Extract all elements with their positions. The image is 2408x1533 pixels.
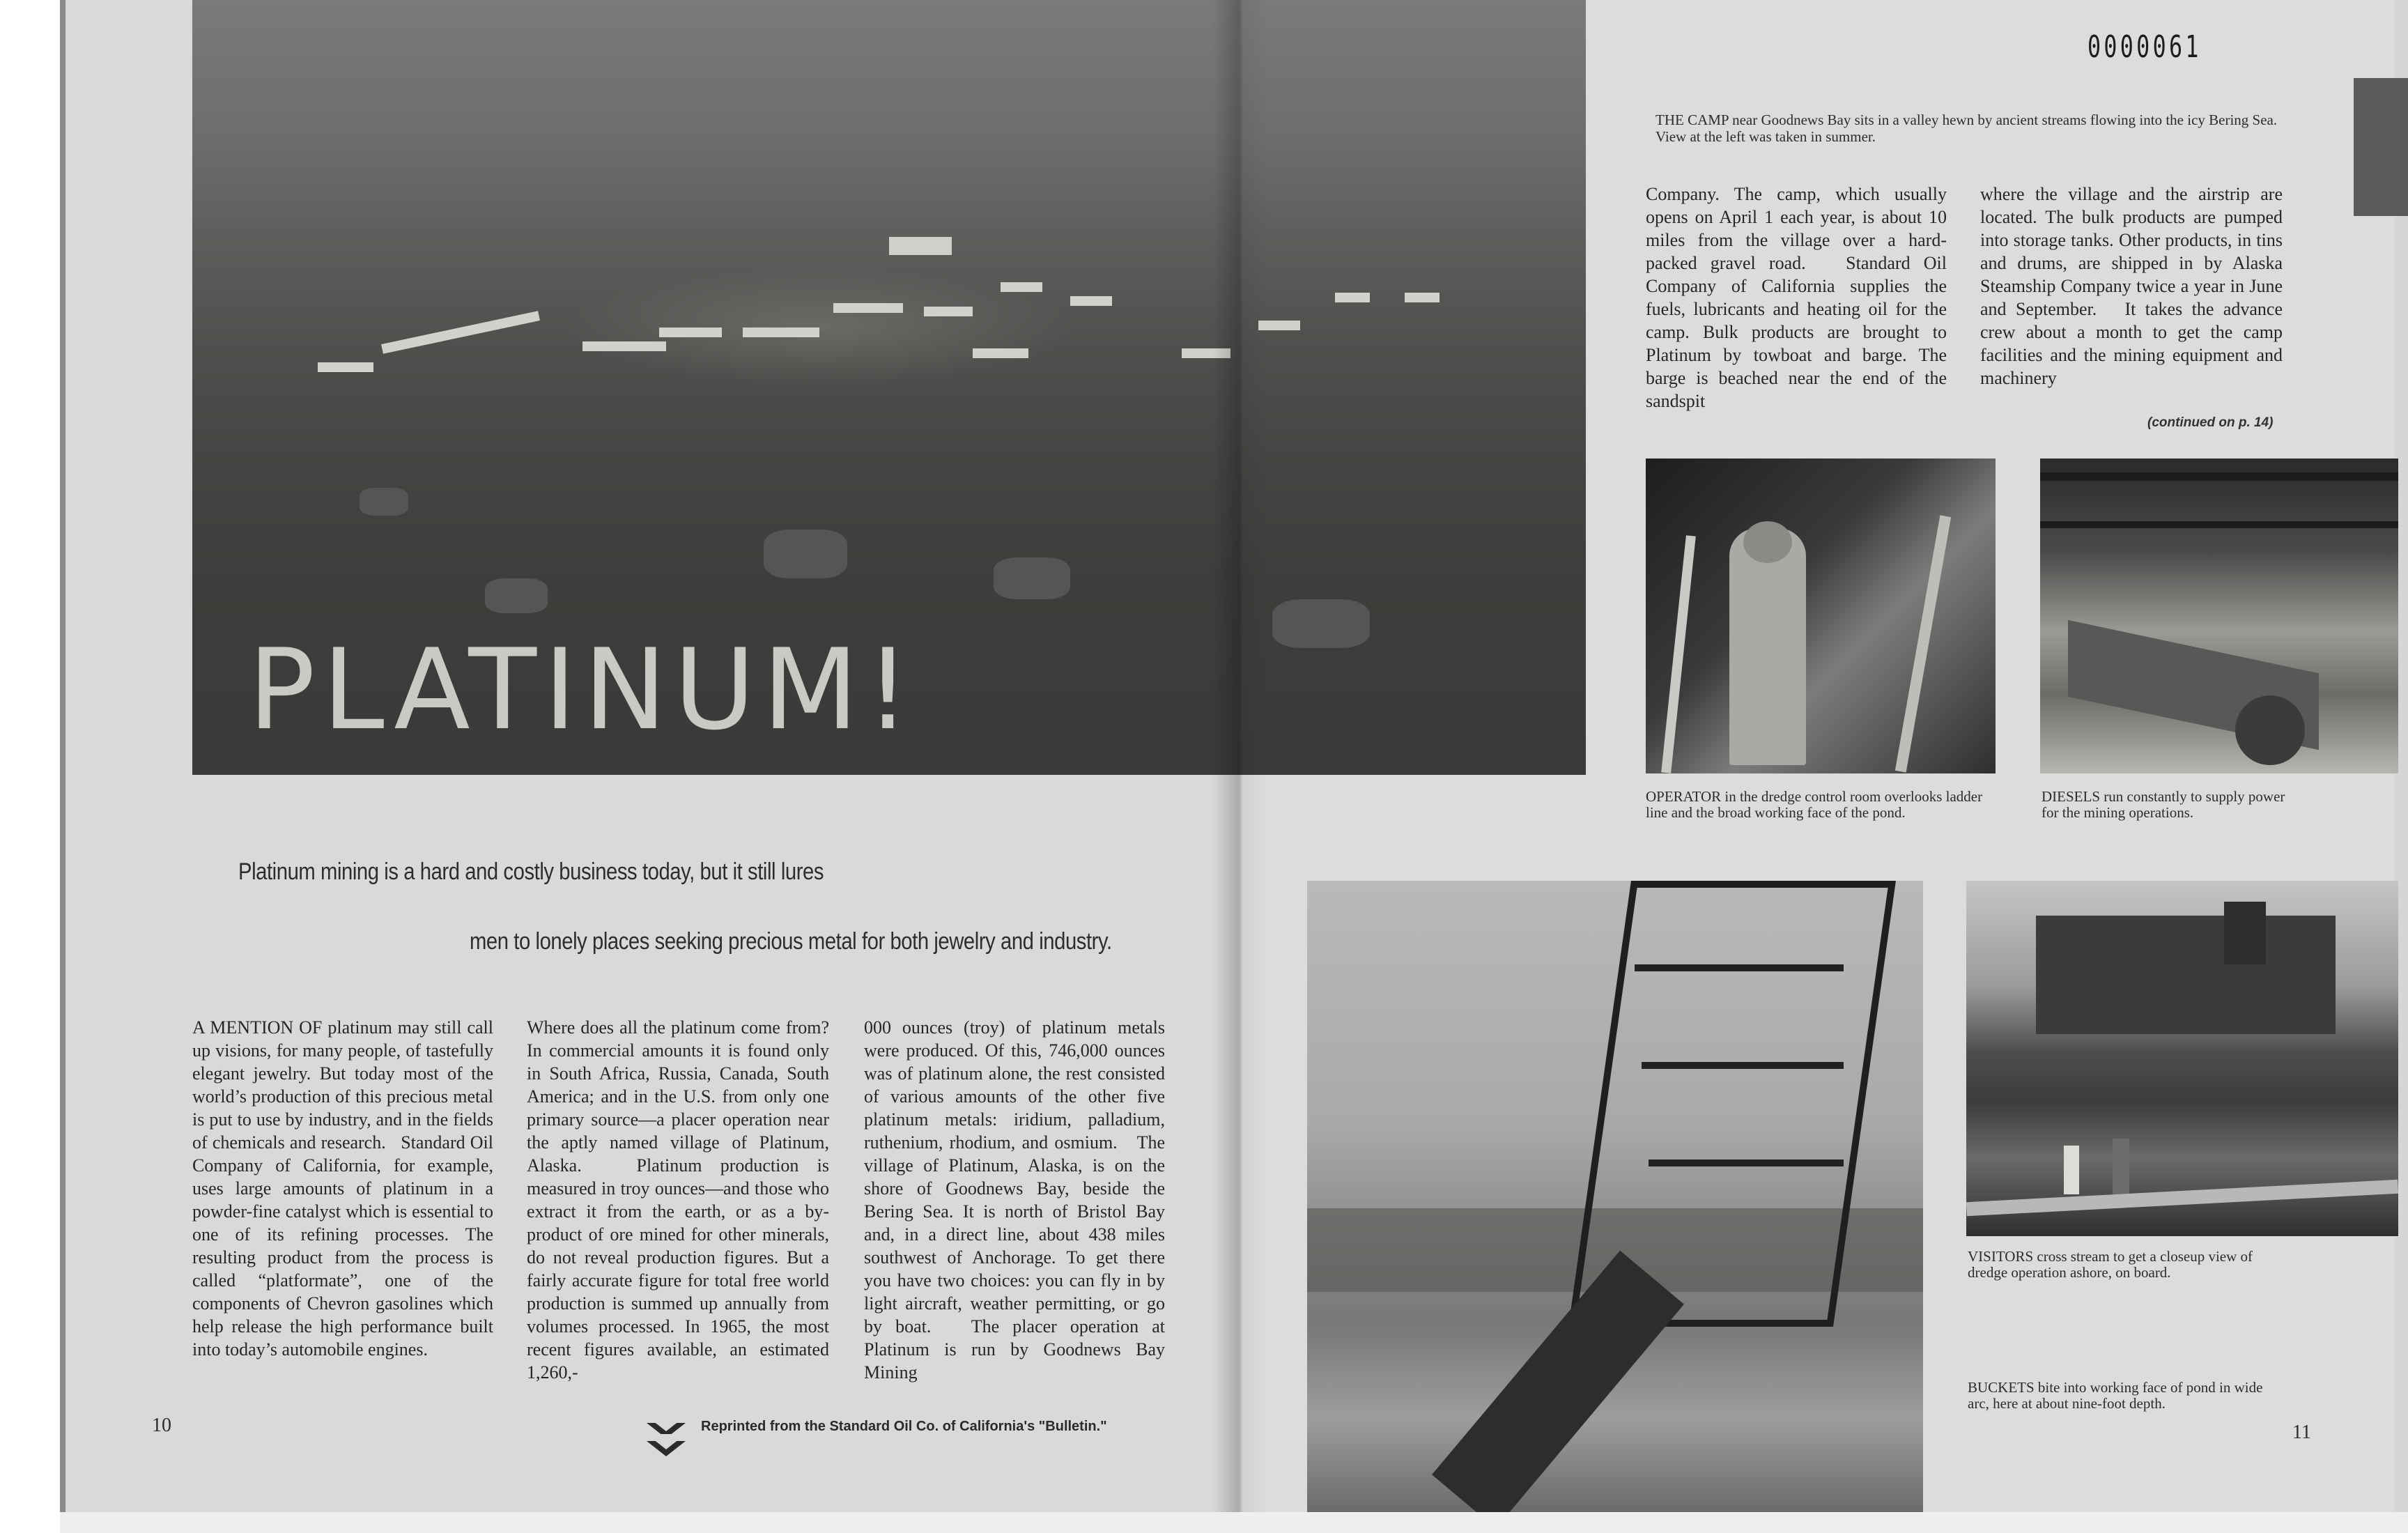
rock [764,530,847,578]
hero-title: PLATINUM! [248,624,918,755]
camp-building [743,328,819,337]
diesels-caption: DIESELS run constantly to supply power for the mining operations. [2042,788,2285,821]
page-number-left: 10 [152,1415,171,1436]
camp-building [381,311,540,354]
frame-crossbar [1635,964,1844,971]
dredge-silhouette [2036,916,2336,1034]
flywheel [2235,695,2305,765]
rock [485,578,548,613]
roof-beam [2040,521,2398,528]
visitor-figure [2113,1139,2129,1194]
archive-stamp: 0000061 [2087,29,2202,65]
frame-crossbar [1649,1160,1844,1166]
rock [360,488,408,516]
camp-building [1335,293,1370,302]
reprint-note: Reprinted from the Standard Oil Co. of California's "Bulletin." [701,1419,1107,1434]
camp-building [973,348,1028,358]
rock [994,557,1070,599]
camp-building [582,341,666,351]
control-lever [1895,515,1951,772]
camp-building [1070,296,1112,306]
scan-margin [60,1512,2408,1533]
subtitle-line-1: Platinum mining is a hard and costly business today, but it still lures [238,858,824,885]
stream-crossing [1966,1180,2398,1216]
chevron-logo-gap [647,1434,686,1449]
visitors-photo [1966,881,2398,1236]
edge-tab-marker [2354,78,2408,216]
continued-note: (continued on p. 14) [2147,415,2274,430]
dredge-tower [2224,902,2266,964]
snow-patch [889,237,952,255]
left-column-3: 000 ounces (troy) of platinum metals were produced. Of this, 746,000 ounces was of platinum alone, the rest consisted of various amounts of the other five platinum metals: iridium, palladium, ruthenium, rhodium, and osmium. The village of Platinum, Alaska, is on the shore of Goodnews Bay, beside the Bering Sea. It is north of Bristol Bay and, in a direct line, about 438 miles southwest of Anchorage. To get there you have two choices: you can fly in by light aircraft, weather permitting, or go by boat. The placer operation at Platinum is run by Goodnews Bay Mining [864,1017,1165,1382]
rock [1272,599,1370,648]
left-column-1: A MENTION OF platinum may still call up visions, for many people, of tastefully elegant jewelry. But today most of the world’s production of this precious metal is put to use by industry, and in the fields of chemicals and research. Standard Oil Company of California, for example, uses large amounts of platinum in a powder-fine catalyst which is essential to one of its refining processes. The resulting product from the process is called “platformate”, one of the components of Chevron gasolines which help release the high performance built into today’s automobile engines. [192,1017,493,1359]
camp-building [1001,282,1042,292]
camp-building [318,362,373,372]
hero-photo-camp [192,0,1586,775]
operator-head [1743,521,1792,563]
buckets-photo [1307,881,1923,1512]
buckets-caption: BUCKETS bite into working face of pond in wide arc, here at about nine-foot depth. [1968,1379,2263,1412]
operator-photo [1646,459,1996,773]
page-number-right: 11 [2292,1422,2311,1443]
diesels-photo [2040,459,2398,773]
operator-figure [1729,528,1806,765]
subtitle-line-2: men to lonely places seeking precious metal for both jewelry and industry. [470,928,1112,955]
camp-building [659,328,722,337]
right-column-2: where the village and the airstrip are located. The bulk products are pumped into storage tanks. Other products, in tins and drums, are shipped in by Alaska Steamship Company twice a year in June and September. It takes the advance crew about a month to get the camp facilities and the mining equipment and machinery [1980,184,2283,388]
gutter-shadow [1212,0,1268,1512]
chevron-logo-gap [647,1416,686,1431]
camp-building [833,303,903,313]
roof-beam [2040,472,2398,481]
camp-building [924,307,973,316]
frame-crossbar [1642,1062,1844,1069]
control-lever [1661,535,1696,773]
camp-caption: THE CAMP near Goodnews Bay sits in a valley hewn by ancient streams flowing into the icy Bering Sea. View at the left was taken in summer. [1656,111,2278,145]
page-edge [60,0,65,1512]
right-column-1: Company. The camp, which usually opens on April 1 each year, is about 10 miles from the village over a hard-packed gravel road. Standard Oil Company of California supplies the fuels, lubricants and heating oil for the camp. Bulk products are brought to Platinum by towboat and barge. The barge is beached near the end of the sandspit [1646,184,1947,411]
operator-caption: OPERATOR in the dredge control room overlooks ladder line and the broad working face of the pond. [1646,788,1983,821]
visitor-figure [2064,1146,2079,1194]
visitors-caption: VISITORS cross stream to get a closeup view of dredge operation ashore, on board. [1968,1248,2253,1281]
left-column-2: Where does all the platinum come from? In commercial amounts it is found only in South Africa, Russia, Canada, South America; and in the U.S. from only one primary source—a placer operation near the aptly named village of Platinum, Alaska. Platinum production is measured in troy ounces—and those who extract it from the earth, or as a by-product of ore mined for other minerals, do not reveal production figures. But a fairly accurate figure for total free world production is summed up annually from volumes processed. In 1965, the most recent figures available, an estimated 1,260,- [527,1017,829,1382]
camp-building [1405,293,1440,302]
